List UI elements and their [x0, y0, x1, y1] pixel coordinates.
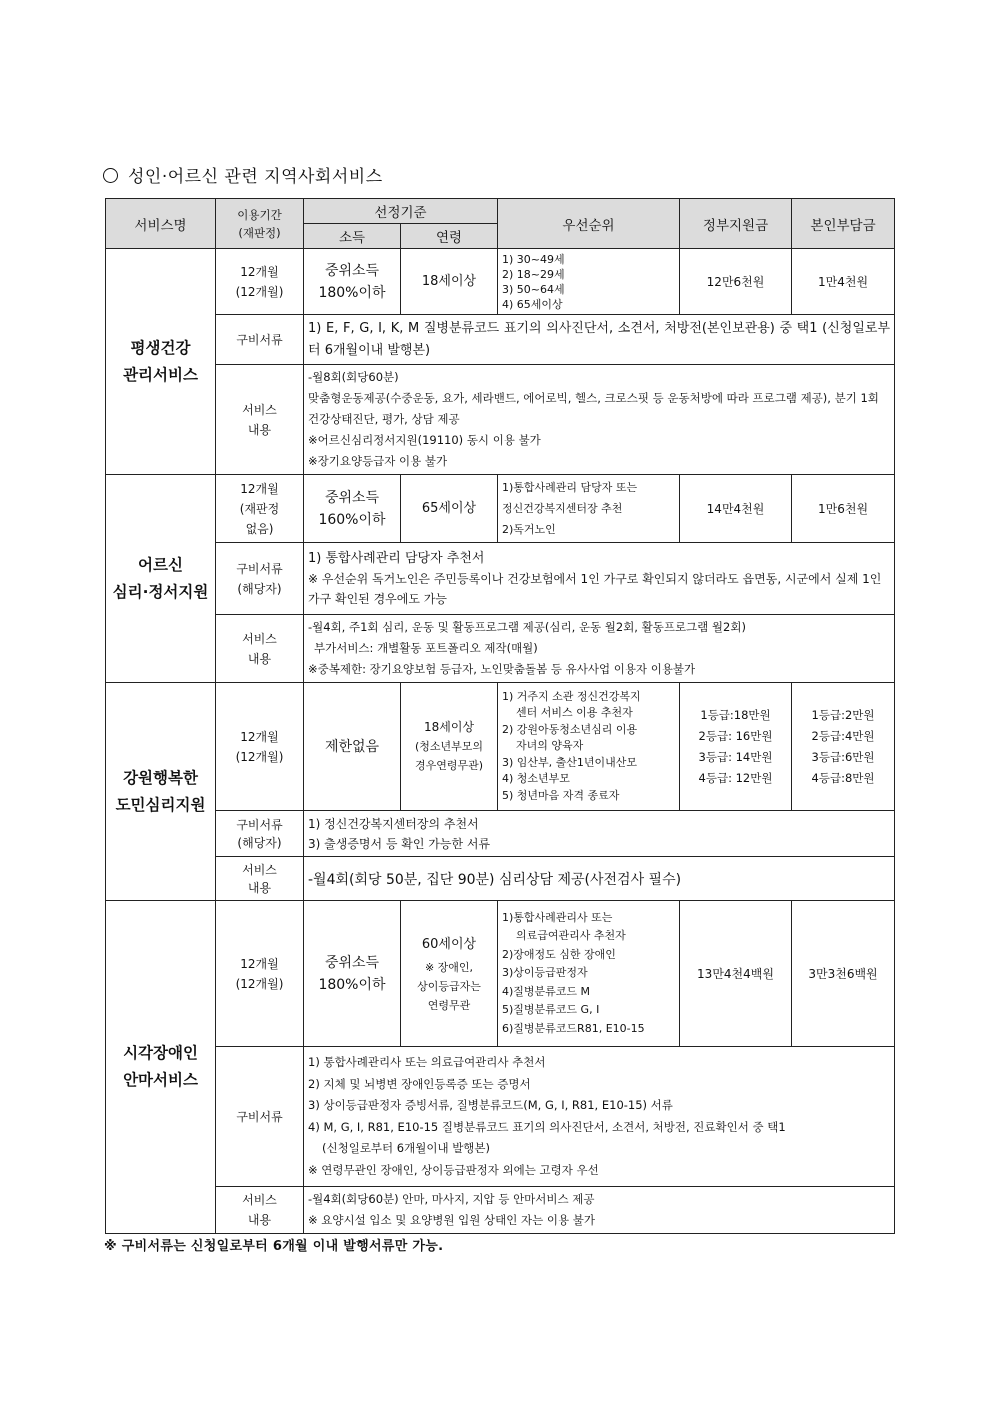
- content-label-line: 서비스: [242, 631, 277, 646]
- age-line: (청소년부모의: [414, 740, 484, 753]
- content-label-line: 내용: [247, 651, 272, 666]
- service-name: [106, 249, 216, 475]
- age-line: 65세이상: [421, 500, 477, 516]
- period-line: 12개월: [240, 264, 279, 279]
- docs-line: (신청일로부터 6개월이내 발행본): [322, 1141, 491, 1155]
- docs-line: 3) 출생증명서 등 확인 가능한 서류: [308, 836, 491, 851]
- gov-grade-line: 1등급:18만원: [700, 707, 771, 722]
- priority-item: 3) 임산부, 출산1년이내산모: [502, 755, 638, 769]
- service-row: [106, 249, 895, 315]
- content-label-line: 서비스: [242, 1193, 277, 1207]
- docs-label: [216, 811, 304, 857]
- content-label-line: 내용: [247, 1213, 272, 1227]
- docs-line: 1) 통합사례관리사 또는 의료급여관리사 추천서: [308, 1055, 546, 1069]
- age-cell: [401, 475, 498, 543]
- priority-item: 정신건강복지센터장 추천: [502, 502, 623, 515]
- period-line: (12개월): [235, 749, 284, 764]
- service-name-line: 강원행복한: [123, 768, 198, 787]
- gov-grade-line: 4등급: 12만원: [698, 770, 773, 785]
- content-line: ※어르신심리정서지원(19110) 동시 이용 불가: [308, 433, 541, 447]
- service-name-line: 어르신: [138, 555, 183, 574]
- priority-item: 5)질병분류코드 G, I: [502, 1003, 600, 1017]
- period-cell: [216, 249, 304, 315]
- age-cell: [401, 249, 498, 315]
- income-line: 중위소득: [324, 262, 380, 279]
- header-income: 소득: [304, 224, 401, 249]
- service-name-line: 안마서비스: [123, 1071, 198, 1089]
- gov-grade-line: 3등급: 14만원: [698, 749, 773, 764]
- service-name-line: 평생건강: [130, 338, 191, 357]
- gov-support-cell: [680, 683, 792, 811]
- service-name: [106, 683, 216, 901]
- docs-label: 구비서류: [216, 1047, 304, 1187]
- service-name-line: 심리·정서지원: [112, 582, 209, 601]
- priority-item: 5) 청년마음 자격 종료자: [502, 788, 620, 802]
- docs-label-line: (해당자): [237, 835, 282, 850]
- content-label-line: 내용: [247, 880, 272, 895]
- service-row: [106, 475, 895, 543]
- docs-label: 구비서류: [216, 315, 304, 365]
- income-cell: [304, 475, 401, 543]
- priority-item: 2)장애정도 심한 장애인: [502, 947, 616, 961]
- priority-item: 센터 서비스 이용 추천자: [516, 706, 633, 720]
- circle-bullet-icon: [103, 168, 118, 183]
- page-title: [103, 162, 383, 187]
- content-label: [216, 857, 304, 901]
- income-cell: [304, 901, 401, 1047]
- priority-item: 4) 65세이상: [502, 297, 563, 311]
- header-period-line: 이용기간: [237, 207, 282, 222]
- content-line: ※중복제한: 장기요양보험 등급자, 노인맞춤돌봄 등 유사사업 이용자 이용불가: [308, 662, 696, 676]
- priority-cell: [498, 901, 680, 1047]
- priority-item: 3) 50~64세: [502, 282, 565, 296]
- self-pay-cell: [792, 683, 895, 811]
- age-cell: [401, 901, 498, 1047]
- income-line: 180%이하: [318, 284, 386, 301]
- period-cell: [216, 683, 304, 811]
- content-line: ※장기요양등급자 이용 불가: [308, 454, 448, 468]
- content-text: [304, 1187, 895, 1234]
- self-grade-line: 4등급:8만원: [811, 770, 875, 785]
- priority-item: 1) 30~49세: [502, 252, 565, 266]
- docs-label: [216, 543, 304, 615]
- content-label-line: 서비스: [242, 402, 277, 417]
- content-line: -월8회(회당60분): [308, 370, 399, 384]
- docs-line: ※ 연령무관인 장애인, 상이등급판정자 외에는 고령자 우선: [308, 1162, 599, 1177]
- self-pay-cell: 1만4천원: [792, 249, 895, 315]
- gov-support-cell: 12만6천원: [680, 249, 792, 315]
- self-pay-cell: 3만3천6백원: [792, 901, 895, 1047]
- content-line: 맞춤형운동제공(수중운동, 요가, 세라밴드, 에어로빅, 헬스, 크로스핏 등 운동처방에 따라 프로그램 제공), 분기 1회 건강상태진단, 평가, 상담 제공: [308, 391, 879, 426]
- content-line: -월4회(회당 50분, 집단 90분) 심리상담 제공(사전검사 필수): [308, 871, 682, 888]
- priority-cell: [498, 683, 680, 811]
- period-line: (12개월): [235, 284, 284, 299]
- priority-item: 4) 청소년부모: [502, 772, 570, 786]
- period-line: 12개월: [240, 481, 279, 496]
- age-line: 18세이상: [423, 720, 475, 734]
- header-gov-support: 정부지원금: [680, 199, 792, 249]
- page-title-text: 성인·어르신 관련 지역사회서비스: [128, 167, 383, 187]
- content-text: [304, 615, 895, 683]
- period-line: 없음): [245, 521, 274, 536]
- content-label: [216, 365, 304, 475]
- priority-item: 2) 18~29세: [502, 267, 565, 281]
- service-name: [106, 901, 216, 1234]
- content-label-line: 서비스: [242, 862, 277, 877]
- gov-support-cell: 13만4천4백원: [680, 901, 792, 1047]
- priority-item: 2) 강원아동청소년심리 이용: [502, 722, 638, 736]
- priority-cell: [498, 249, 680, 315]
- header-service-name: 서비스명: [106, 199, 216, 249]
- priority-item: 1)통합사례관리 담당자 또는: [502, 481, 638, 494]
- period-cell: [216, 475, 304, 543]
- docs-content: 1) E, F, G, I, K, M 질병분류코드 표기의 의사진단서, 소견서, 처방전(본인보관용) 중 택1 (신청일로부터 6개월이내 발행본): [304, 315, 895, 365]
- period-line: (12개월): [235, 976, 284, 991]
- age-line: ※ 장애인,: [424, 961, 474, 974]
- priority-item: 2)독거노인: [502, 523, 556, 536]
- header-self-pay: 본인부담금: [792, 199, 895, 249]
- priority-item: 의료급여관리사 추천자: [516, 929, 626, 943]
- priority-item: 3)상이등급판정자: [502, 966, 588, 980]
- service-row: [106, 683, 895, 811]
- docs-label-line: 구비서류: [236, 817, 283, 832]
- docs-content: [304, 1047, 895, 1187]
- docs-label-line: 구비서류: [236, 561, 283, 576]
- income-line: 180%이하: [318, 976, 386, 993]
- period-line: 12개월: [240, 729, 279, 744]
- income-cell: [304, 683, 401, 811]
- content-text: [304, 857, 895, 901]
- service-row: [106, 901, 895, 1047]
- docs-content: [304, 811, 895, 857]
- period-cell: [216, 901, 304, 1047]
- income-line: 중위소득: [324, 954, 380, 971]
- income-cell: [304, 249, 401, 315]
- income-line: 중위소득: [324, 489, 380, 506]
- header-period-sub: (재판정): [238, 225, 281, 240]
- age-cell: [401, 683, 498, 811]
- docs-content: [304, 543, 895, 615]
- age-line: 18세이상: [421, 273, 477, 289]
- self-pay-cell: 1만6천원: [792, 475, 895, 543]
- self-grade-line: 2등급:4만원: [811, 728, 875, 743]
- priority-item: 4)질병분류코드 M: [502, 984, 591, 998]
- docs-line: 1) 통합사례관리 담당자 추천서: [308, 550, 485, 566]
- content-label: [216, 1187, 304, 1234]
- age-line: 상이등급자는: [417, 980, 481, 993]
- service-name-line: 도민심리지원: [115, 795, 206, 814]
- header-criteria: 선정기준: [304, 199, 498, 224]
- docs-line: 1) 정신건강복지센터장의 추천서: [308, 816, 479, 831]
- header-period: [216, 199, 304, 249]
- period-line: (재판정: [239, 501, 280, 516]
- content-line: -월4회(회당60분) 안마, 마사지, 지압 등 안마서비스 제공: [308, 1192, 595, 1206]
- header-age: 연령: [401, 224, 498, 249]
- self-grade-line: 1등급:2만원: [811, 707, 875, 722]
- content-label-line: 내용: [247, 422, 272, 437]
- docs-line: 4) M, G, I, R81, E10-15 질병분류코드 표기의 의사진단서, 소견서, 처방전, 진료확인서 중 택1: [308, 1119, 786, 1134]
- docs-line: 2) 지체 및 뇌병변 장애인등록증 또는 증명서: [308, 1076, 531, 1091]
- docs-line: ※ 우선순위 독거노인은 주민등록이나 건강보험에서 1인 가구로 확인되지 않더라도 읍면동, 시군에서 실제 1인가구 확인된 경우에도 가능: [308, 571, 882, 606]
- age-line: 연령무관: [427, 999, 471, 1012]
- service-table: [105, 198, 895, 1234]
- content-line: -월4회, 주1회 심리, 운동 및 활동프로그램 제공(심리, 운동 월2회, 활동프로그램 월2회): [308, 620, 746, 634]
- age-line: 경우연령무관): [414, 759, 484, 772]
- docs-label-line: (해당자): [237, 581, 282, 596]
- service-name-line: 시각장애인: [123, 1044, 198, 1062]
- gov-grade-line: 2등급: 16만원: [698, 728, 773, 743]
- docs-line: 3) 상이등급판정자 증빙서류, 질병분류코드(M, G, I, R81, E10-15) 서류: [308, 1098, 673, 1112]
- income-line: 제한없음: [324, 738, 380, 755]
- period-line: 12개월: [240, 956, 279, 971]
- content-line: ※ 요양시설 입소 및 요양병원 입원 상태인 자는 이용 불가: [308, 1213, 595, 1227]
- footnote: ※ 구비서류는 신청일로부터 6개월 이내 발행서류만 가능.: [104, 1239, 444, 1254]
- age-line: 60세이상: [421, 937, 477, 952]
- priority-item: 자녀의 양육자: [516, 739, 584, 753]
- content-label: [216, 615, 304, 683]
- gov-support-cell: 14만4천원: [680, 475, 792, 543]
- header-priority: 우선순위: [498, 199, 680, 249]
- service-name-line: 관리서비스: [123, 365, 198, 384]
- priority-item: 1) 거주지 소관 정신건강복지: [502, 689, 641, 703]
- priority-item: 1)통합사례관리사 또는: [502, 910, 613, 924]
- content-line: 부가서비스: 개별활동 포트폴리오 제작(매월): [314, 641, 538, 655]
- service-name: [106, 475, 216, 683]
- self-grade-line: 3등급:6만원: [811, 749, 875, 764]
- content-text: [304, 365, 895, 475]
- priority-cell: [498, 475, 680, 543]
- income-line: 160%이하: [318, 511, 386, 528]
- priority-item: 6)질병분류코드R81, E10-15: [502, 1021, 645, 1035]
